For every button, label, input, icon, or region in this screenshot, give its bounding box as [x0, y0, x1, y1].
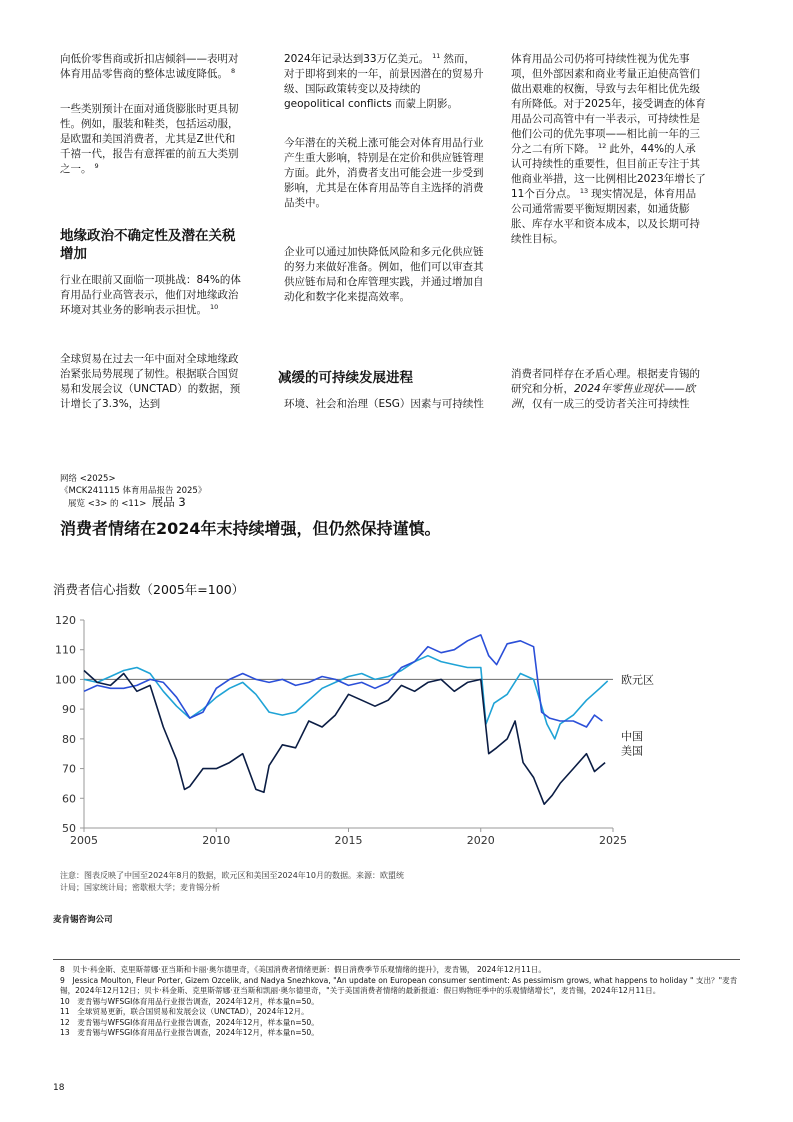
middle-paragraph-4: 环境、社会和治理（ESG）因素与可持续性	[284, 398, 484, 410]
right-paragraph-2a: 消费者同样存在矛盾心理。根据麦肯锡的研究和分析，	[511, 368, 700, 395]
x-tick-label-2020: 2020	[466, 834, 495, 847]
consumer-confidence-chart	[40, 605, 680, 855]
y-tick-label-90: 90	[62, 703, 76, 717]
x-tick-label-2005: 2005	[70, 834, 98, 847]
report-title-link[interactable]: 2024年零售业现状——欧洲	[511, 383, 696, 410]
footnote-ref-9[interactable]: 9	[94, 161, 99, 170]
left-column	[60, 52, 245, 425]
footnote-divider	[53, 959, 740, 960]
footnotes	[60, 965, 740, 1039]
middle-paragraph-3: 企业可以通过加快降低风险和多元化供应链的努力来做好准备。例如，他们可以审查其供应链布局和仓库管理实践，并通过增加自动化和数字化来提高效率。	[284, 246, 484, 303]
company-name: 麦肯锡咨询公司	[53, 915, 113, 925]
middle-paragraph-2: 今年潜在的关税上涨可能会对体育用品行业产生重大影响，特别是在定价和供应链管理方面。此外，消费者支出可能会进一步受到影响，尤其是在体育用品等自主选择的消费品类中。	[284, 137, 484, 209]
middle-paragraph-1a: 2024年记录达到33万亿美元。	[284, 53, 430, 65]
middle-column	[278, 51, 484, 425]
heading-sustainability: 减缓的可持续发展进程	[278, 370, 413, 386]
footnote-11: 11 全球贸易更新，联合国贸易和发展会议（UNCTAD），2024年12月。	[60, 1007, 309, 1016]
right-column	[511, 52, 706, 425]
footnote-ref-10[interactable]: 10	[210, 302, 219, 311]
footnote-ref-8[interactable]: 8	[231, 66, 236, 75]
y-tick-label-50: 50	[62, 822, 76, 835]
middle-paragraph-1b: 然而，对于即将到来的一年，前景因潜在的贸易升级、国际政策转变以及持续的 geopolitical conflicts 而蒙上阴影。	[284, 53, 484, 110]
meta-line-2: 《MCK241115 体育用品报告 2025》	[60, 485, 207, 496]
footnote-12: 12 麦肯锡与WFSGI体育用品行业报告调查，2024年12月，样本量n=50。	[60, 1017, 319, 1027]
meta-exhibit-index: 展览 <3> 的 <11>	[68, 499, 147, 509]
y-tick-label-80: 80	[62, 732, 76, 746]
footnote-ref-11[interactable]: 11	[432, 51, 441, 60]
right-paragraph-1c: 现实情况是，体育用品公司通常需要平衡短期因素，如通货膨胀、库存水平和资本成本，以及长期可持续性目标。	[511, 188, 700, 245]
legend-label-2: 美国	[621, 744, 643, 758]
x-tick-label-2025: 2025	[599, 834, 627, 847]
footnote-13: 13 麦肯锡与WFSGI体育用品行业报告调查，2024年12月，样本量n=50。	[60, 1028, 319, 1037]
left-paragraph-4: 全球贸易在过去一年中面对全球地缘政治紧张局势展现了韧性。根据联合国贸易和发展会议（UNCTAD）的数据，预计增长了3.3%，达到	[60, 353, 241, 410]
chart-title: 消费者信心指数（2005年=100）	[53, 582, 245, 597]
right-paragraph-2b: ，仅有一成三的受访者关注可持续性	[521, 398, 690, 410]
y-tick-label-70: 70	[62, 762, 76, 776]
y-tick-label-110: 110	[55, 643, 76, 657]
left-paragraph-2: 一些类别预计在面对通货膨胀时更具韧性。例如，服装和鞋类，包括运动服，是欧盟和美国消费者，尤其是Z世代和千禧一代，报告有意挥霍的前五大类别之一。	[60, 103, 239, 175]
footnote-ref-13[interactable]: 13	[579, 186, 589, 195]
right-paragraph-1b: 此外，44%的人承认可持续性的重要性，但目前正专注于其他商业举措，这一比例相比2023年增长了11个百分点。	[511, 143, 706, 200]
footnote-9: 9 Jessica Moulton, Fleur Porter, Gizem Ozcelik, and Nadya Snezhkova, "An update on European consumer sentiment: As pessimism grows, what happens to holiday " 支出？"麦肯锡，2024年12月12日；贝卡·科金斯、克里斯蒂娜·亚当斯和凯丽·奥尔德里奇，"关于美国消费者情绪的最新报道：假日购物旺季中的乐观情绪增长"，麦肯锡，2024年12月11日。	[60, 975, 738, 995]
heading-geopolitics: 地缘政治不确定性及潜在关税增加	[60, 228, 236, 262]
footnote-ref-12[interactable]: 12	[598, 141, 607, 150]
chart-note: 注意：图表反映了中国至2024年8月的数据，欧元区和美国至2024年10月的数据。来源：欧盟统计局；国家统计局；密歇根大学；麦肯锡分析	[60, 871, 404, 892]
meta-line-1: 网络 <2025>	[60, 474, 116, 484]
x-tick-label-2010: 2010	[202, 834, 231, 847]
legend-label-0: 欧元区	[621, 673, 654, 687]
footnote-8: 8 贝卡·科金斯、克里斯蒂娜·亚当斯和卡丽·奥尔德里奇，《美国消费者情绪更新：假日消费季节乐观情绪的提升》，麦肯锡， 2024年12月11日。	[60, 965, 546, 974]
right-paragraph-1a: 体育用品公司仍将可持续性视为优先事项，但外部因素和商业考量正迫使高管们做出艰难的权衡，导致与去年相比优先级有所降低。对于2025年，接受调查的体育用品公司高管中有一半表示，可持续性是他们公司的优先事项——相比前一年的三分之二有所下降。	[511, 53, 706, 155]
footnote-10: 10 麦肯锡与WFSGI体育用品行业报告调查，2024年12月，样本量n=50。	[60, 996, 319, 1006]
y-tick-label-120: 120	[55, 614, 76, 627]
exhibit-meta	[60, 474, 206, 511]
meta-line-3	[60, 497, 206, 511]
legend-label-1: 中国	[621, 729, 643, 743]
exhibit-title: 消费者情绪在2024年末持续增强，但仍然保持谨慎。	[60, 519, 441, 538]
y-tick-label-60: 60	[62, 792, 76, 806]
page-number: 18	[53, 1083, 65, 1093]
series-line-1	[84, 635, 602, 727]
y-tick-label-100: 100	[55, 673, 76, 687]
left-paragraph-1: 向低价零售商或折扣店倾斜——表明对体育用品零售商的整体忠诚度降低。	[60, 53, 239, 80]
x-tick-label-2015: 2015	[334, 834, 363, 847]
meta-exhibit-label: 展品 3	[151, 495, 186, 509]
left-paragraph-3: 行业在眼前又面临一项挑战：84%的体育用品行业高管表示，他们对地缘政治环境对其业务的影响表示担忧。	[60, 274, 241, 316]
